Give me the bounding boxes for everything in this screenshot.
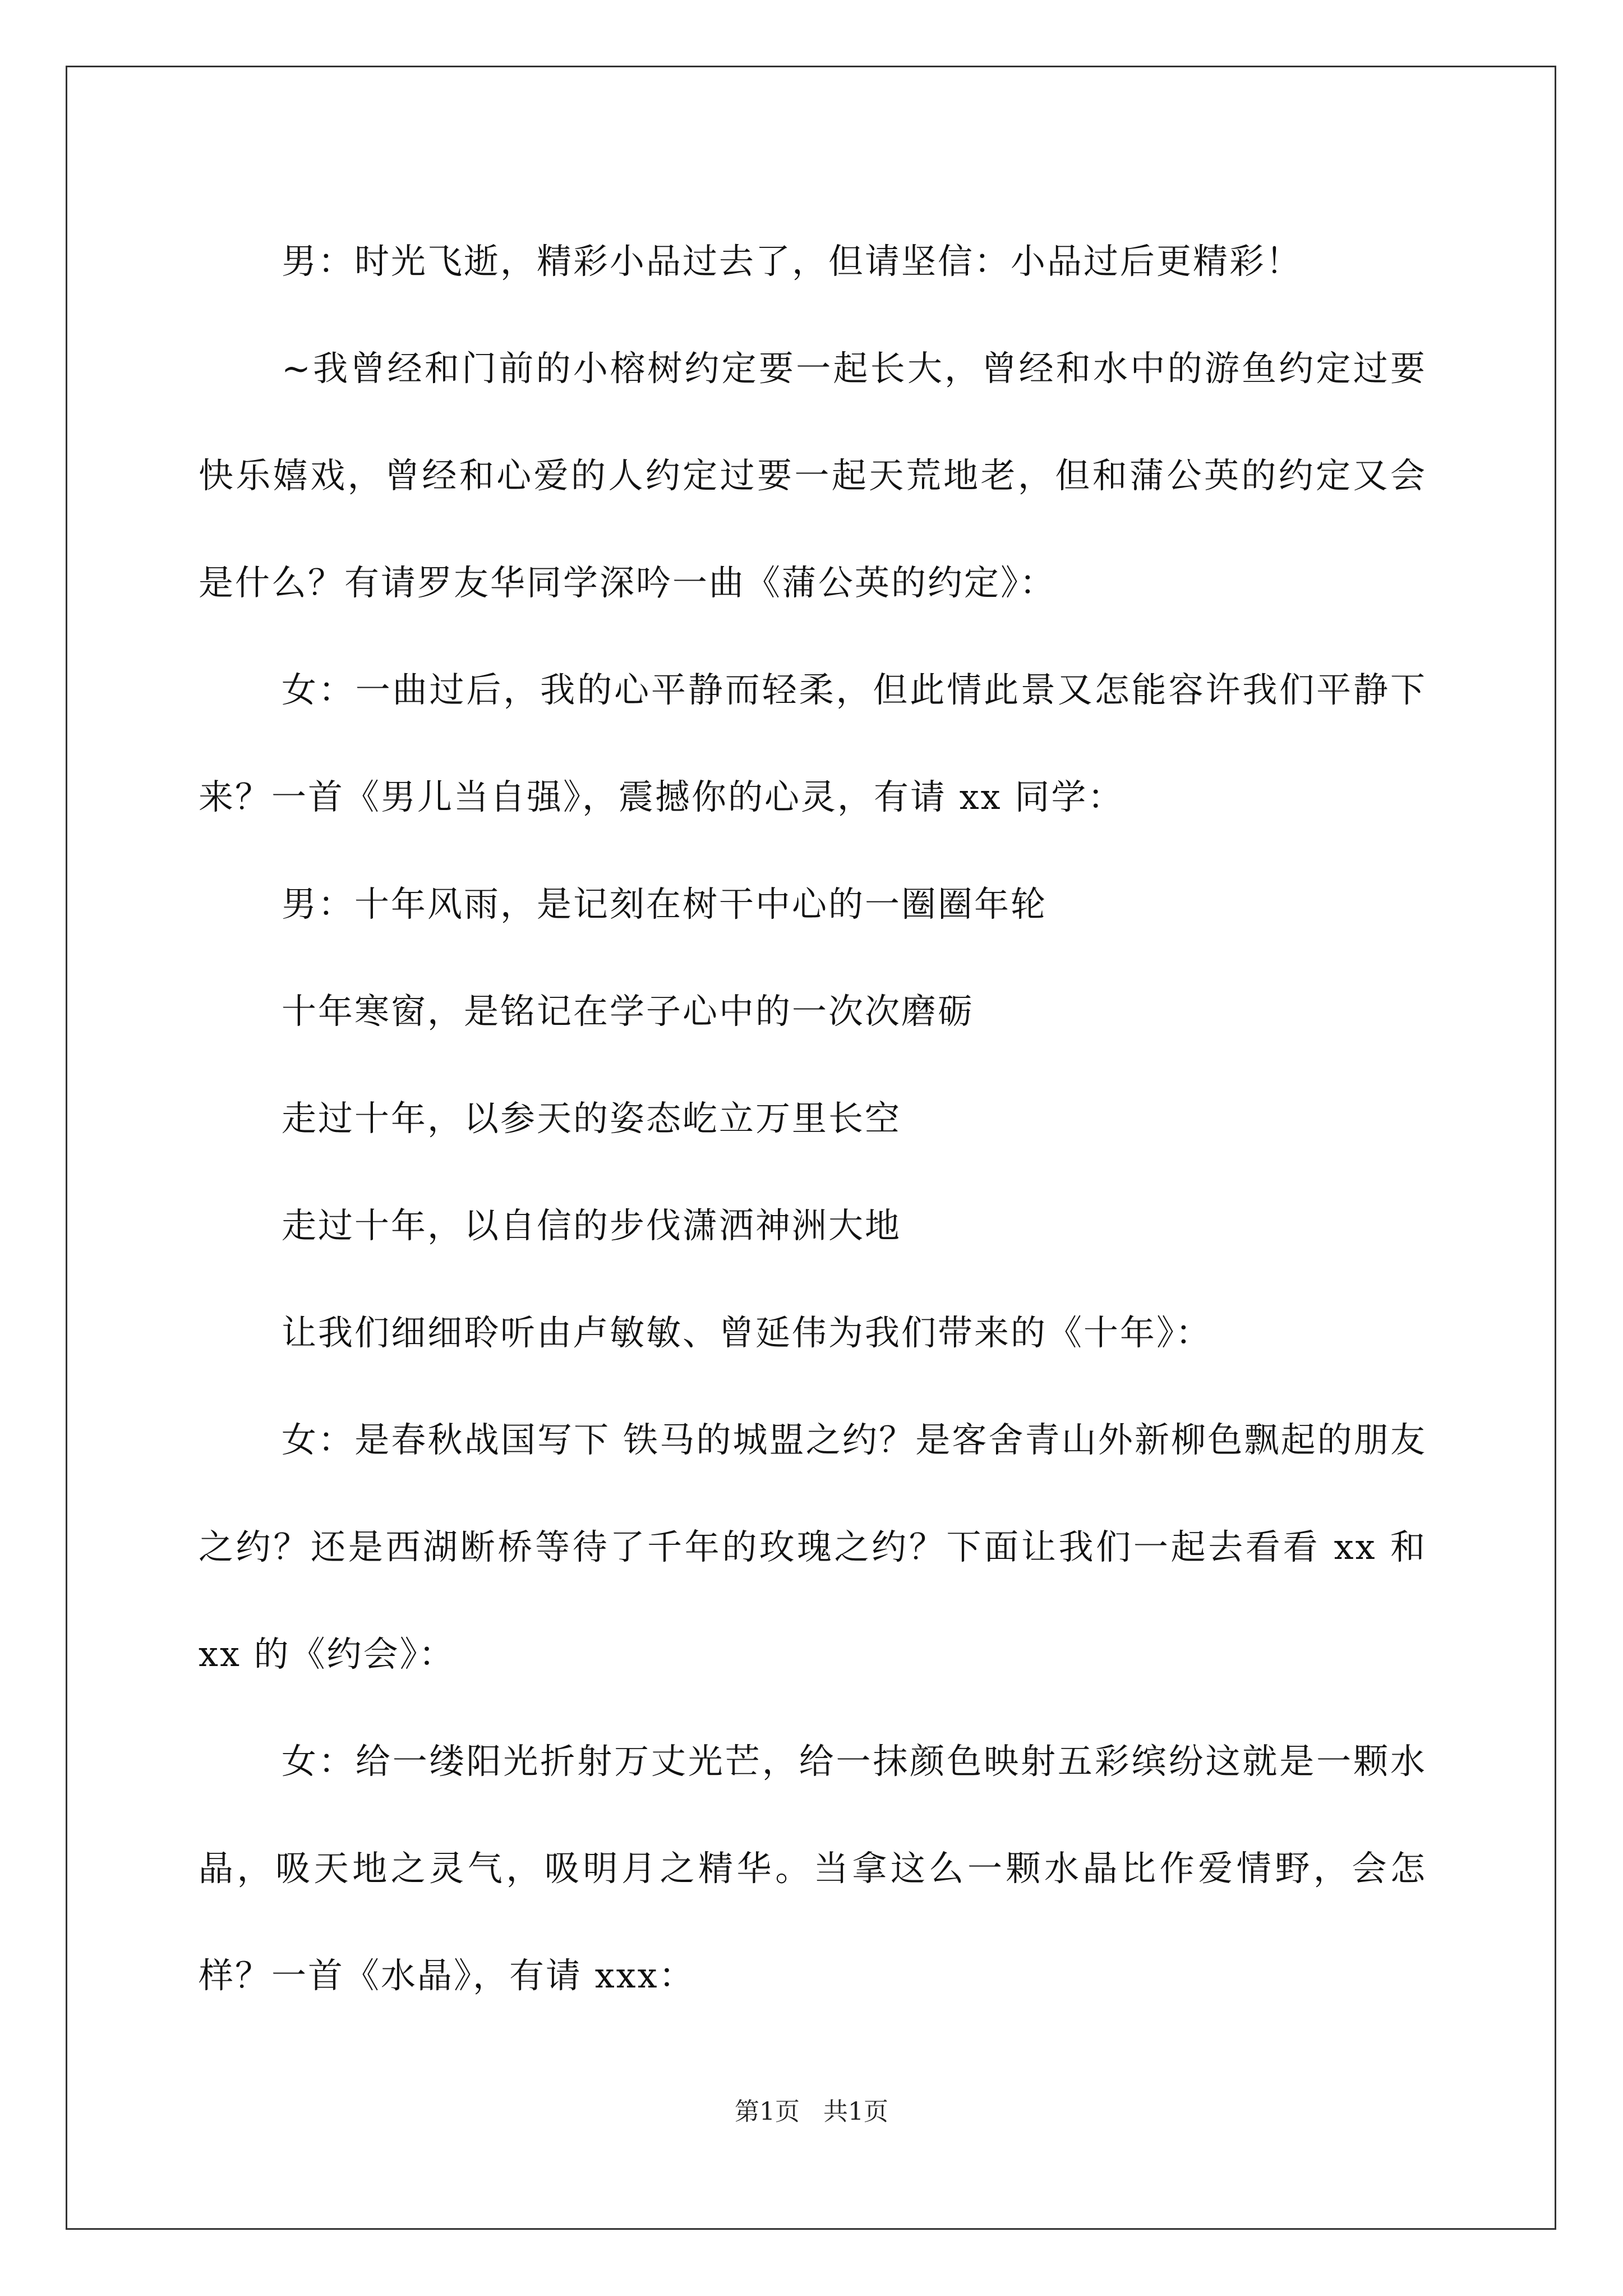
document-body bbox=[199, 208, 1427, 2029]
page-total: 共1页 bbox=[823, 2097, 888, 2126]
paragraph: 让我们细细聆听由卢敏敏、曾延伟为我们带来的《十年》： bbox=[282, 1312, 1212, 1353]
paragraph: 女：是春秋战国写下 铁马的城盟之约？是客舍青山外新柳色飘起的朋友之约？还是西湖断桥等待了千年的玫瑰之约？下面让我们一起去看看 xx 和 xx 的《约会》： bbox=[199, 1419, 1427, 1674]
paragraph: 男：十年风雨，是记刻在树干中心的一圈圈年轮 bbox=[282, 884, 1048, 924]
paragraph: 男：时光飞逝，精彩小品过去了，但请坚信：小品过后更精彩！ bbox=[282, 241, 1303, 282]
page-number: 第1页 bbox=[735, 2097, 800, 2126]
paragraph: 女：一曲过后，我的心平静而轻柔，但此情此景又怎能容许我们平静下来？一首《男儿当自强》，震撼你的心灵，有请 xx 同学： bbox=[199, 669, 1427, 817]
paragraph: ~我曾经和门前的小榕树约定要一起长大，曾经和水中的游鱼约定过要快乐嬉戏，曾经和心爱的人约定过要一起天荒地老，但和蒲公英的约定又会是什么？有请罗友华同学深吟一曲《蒲公英的约定》： bbox=[199, 348, 1427, 603]
paragraph: 走过十年，以参天的姿态屹立万里长空 bbox=[282, 1098, 902, 1139]
paragraph: 十年寒窗，是铭记在学子心中的一次次磨砺 bbox=[282, 991, 975, 1032]
paragraph: 走过十年，以自信的步伐潇洒神洲大地 bbox=[282, 1205, 902, 1246]
paragraph: 女：给一缕阳光折射万丈光芒，给一抹颜色映射五彩缤纷这就是一颗水晶，吸天地之灵气，吸明月之精华。当拿这么一颗水晶比作爱情野，会怎样？一首《水晶》，有请 xxx： bbox=[199, 1741, 1427, 1996]
page-footer bbox=[0, 2091, 1623, 2127]
